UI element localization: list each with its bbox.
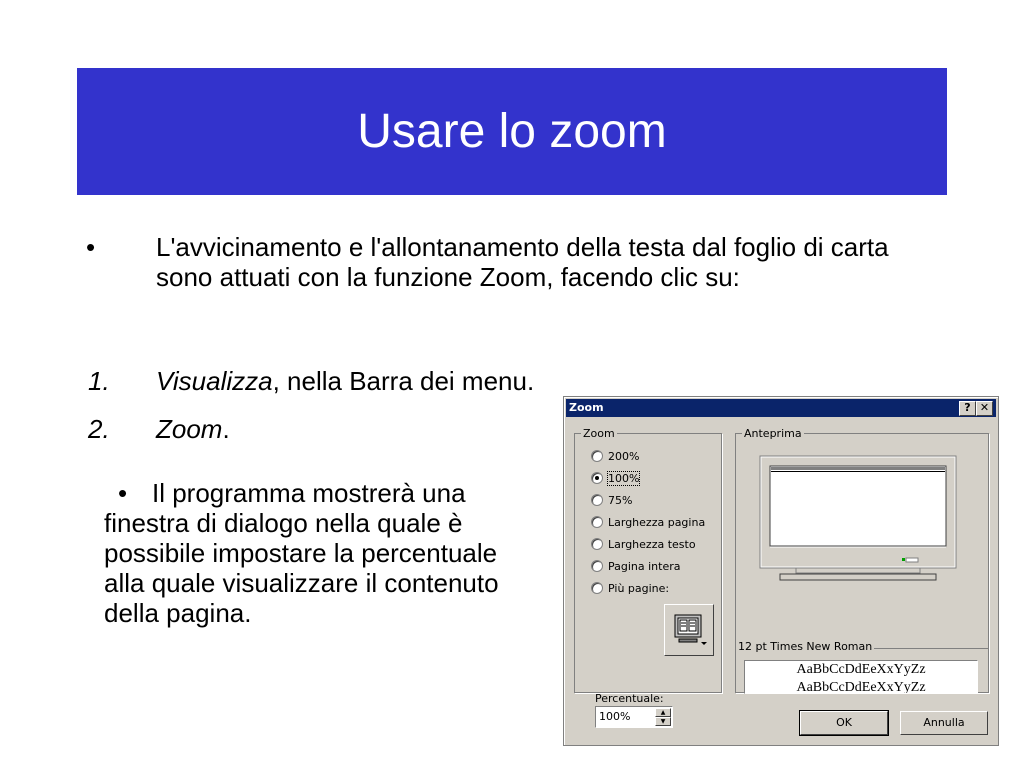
radio-circle[interactable] [591, 582, 603, 594]
percent-stepper[interactable] [595, 706, 673, 728]
dialog-title-bar[interactable] [566, 399, 996, 417]
preview-group-label: Anteprima [744, 427, 802, 440]
bullet-marker: • [86, 232, 96, 262]
step-1-number: 1. [88, 366, 110, 396]
step-1-text: Visualizza, nella Barra dei menu. [156, 366, 535, 396]
bullet-text-1: L'avvicinamento e l'allontanamento della testa dal foglio di carta sono attuati con la funzione Zoom, facendo clic su: [156, 232, 889, 292]
radio-many-pages[interactable]: Più pagine: [591, 580, 669, 596]
radio-whole-page[interactable]: Pagina intera [591, 558, 681, 574]
radio-circle[interactable] [591, 450, 603, 462]
percent-input[interactable] [596, 707, 649, 725]
zoom-group-label: Zoom [583, 427, 615, 440]
cancel-button[interactable]: Annulla [900, 711, 988, 735]
spin-up-icon[interactable]: ▲ [655, 708, 671, 717]
radio-circle[interactable] [591, 494, 603, 506]
percent-label: Percentuale: [595, 692, 664, 705]
spin-down-icon[interactable]: ▼ [655, 717, 671, 726]
radio-circle-selected[interactable] [591, 472, 603, 484]
slide-title: Usare lo zoom [357, 105, 667, 158]
radio-circle[interactable] [591, 560, 603, 572]
radio-circle[interactable] [591, 516, 603, 528]
spin-buttons [655, 708, 671, 726]
radio-page-width[interactable]: Larghezza pagina [591, 514, 705, 530]
close-button[interactable]: ✕ [976, 401, 993, 416]
ok-button[interactable]: OK [800, 711, 888, 735]
font-sample-text-2: AaBbCcDdEeXxYyZz [796, 680, 926, 694]
preview-group [735, 427, 989, 694]
radio-100[interactable]: 100% [591, 470, 639, 486]
zoom-group [574, 427, 722, 725]
radio-200[interactable]: 200% [591, 448, 639, 464]
radio-75[interactable]: 75% [591, 492, 632, 508]
font-sample-text: AaBbCcDdEeXxYyZz [796, 662, 926, 677]
monitor-pages-icon [671, 612, 707, 648]
step-2-command-name: Zoom [156, 414, 223, 444]
step-1-menu-name: Visualizza [156, 366, 273, 396]
font-sample-box [744, 660, 978, 694]
many-pages-picker-button[interactable] [664, 604, 714, 656]
monitor-preview-icon [756, 454, 962, 582]
font-label: 12 pt Times New Roman [738, 640, 873, 653]
radio-circle[interactable] [591, 538, 603, 550]
step-2-text: Zoom. [156, 414, 230, 444]
dialog-title: Zoom [569, 401, 604, 414]
help-button[interactable]: ? [959, 401, 976, 416]
bullet-text-2: • Il programma mostrerà una finestra di dialogo nella quale è possibile impostare la percentuale alla quale visualizzare il contenuto della pagina. [104, 478, 499, 628]
step-2-number: 2. [88, 414, 110, 444]
slide-title-banner [77, 68, 947, 195]
zoom-dialog [563, 396, 999, 746]
radio-text-width[interactable]: Larghezza testo [591, 536, 696, 552]
